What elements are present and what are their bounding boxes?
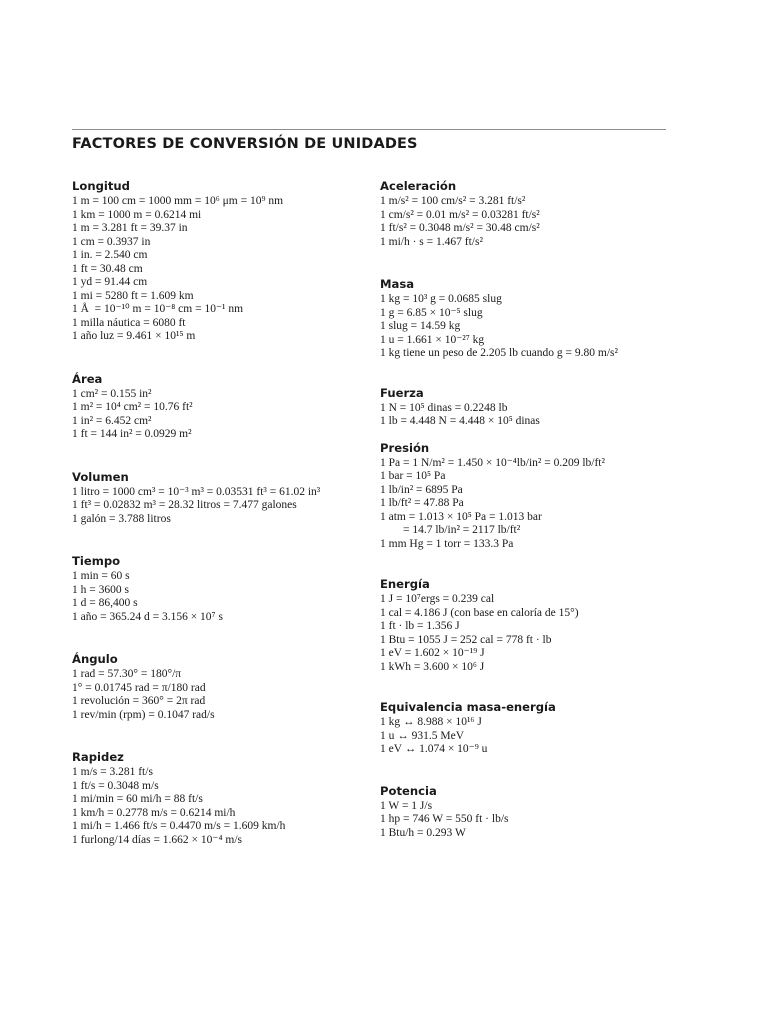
conversion-line: 1 J = 10⁷ergs = 0.239 cal: [380, 593, 495, 605]
section-title: Equivalencia masa-energía: [380, 700, 556, 714]
conversion-line: 1 atm = 1.013 × 10⁵ Pa = 1.013 bar: [380, 510, 542, 523]
conversion-line: 1 ft · lb = 1.356 J: [380, 620, 460, 632]
section-fuerza: [380, 385, 680, 429]
conversion-line: 1 revolución = 360° = 2π rad: [72, 695, 206, 707]
section-title: Aceleración: [380, 179, 457, 193]
conversion-line: 1 slug = 14.59 kg: [380, 320, 461, 332]
section-title: Potencia: [380, 783, 437, 798]
conversion-line: 1 rad = 57.30° = 180°/π: [72, 668, 182, 680]
conversion-line: 1 cm = 0.3937 in: [72, 235, 151, 248]
conversion-line: = 14.7 lb/in² = 2117 lb/ft²: [380, 524, 521, 536]
conversion-line: 1 kg ↔ 8.988 × 10¹⁶ J: [380, 716, 482, 728]
conversion-line: 1 litro = 1000 cm³ = 10⁻³ m³ = 0.03531 ft³ = 61.02 in³: [72, 485, 321, 498]
conversion-line: 1 W = 1 J/s: [380, 799, 433, 812]
conversion-line: 1 ft = 144 in² = 0.0929 m²: [72, 428, 192, 440]
conversion-line: 1 d = 86,400 s: [72, 597, 138, 609]
conversion-line: 1 mi/min = 60 mi/h = 88 ft/s: [72, 793, 203, 805]
section-volumen: [72, 469, 372, 527]
conversion-line: 1 ft = 30.48 cm: [72, 262, 143, 275]
conversion-line: 1 lb/ft² = 47.88 Pa: [380, 497, 464, 509]
conversion-line: 1 ft/s = 0.3048 m/s: [72, 779, 159, 792]
conversion-line: 1 h = 3600 s: [72, 583, 129, 596]
conversion-line: 1 m = 3.281 ft = 39.37 in: [72, 222, 188, 234]
section-title: Área: [72, 371, 103, 386]
conversion-line: 1° = 0.01745 rad = π/180 rad: [72, 681, 206, 694]
section-title: Rapidez: [72, 750, 124, 764]
section-title: Ángulo: [72, 652, 118, 666]
section-equivalencia-masa-energia: [380, 699, 680, 757]
conversion-line: 1 cm² = 0.155 in²: [72, 387, 152, 400]
conversion-line: 1 Pa = 1 N/m² = 1.450 × 10⁻⁴lb/in² = 0.209 lb/ft²: [380, 456, 605, 469]
conversion-line: 1 N = 10⁵ dinas = 0.2248 lb: [380, 401, 508, 414]
section-angulo: [72, 651, 372, 722]
conversion-line: 1 u = 1.661 × 10⁻²⁷ kg: [380, 333, 485, 346]
conversion-line: 1 bar = 10⁵ Pa: [380, 470, 446, 482]
left-column: [72, 178, 372, 847]
section-masa: [380, 276, 680, 361]
section-title: Tiempo: [72, 554, 121, 568]
conversion-line: 1 kg = 10³ g = 0.0685 slug: [380, 293, 502, 305]
conversion-line: 1 m² = 10⁴ cm² = 10.76 ft²: [72, 401, 193, 413]
section-title: Fuerza: [380, 385, 424, 400]
section-title: Longitud: [72, 179, 130, 193]
section-rapidez: [72, 749, 372, 847]
conversion-line: 1 furlong/14 días = 1.662 × 10⁻⁴ m/s: [72, 833, 242, 846]
section-title: Energía: [380, 577, 430, 591]
conversion-line: 1 galón = 3.788 litros: [72, 512, 171, 525]
section-aceleracion: [380, 178, 680, 249]
conversion-line: 1 eV = 1.602 × 10⁻¹⁹ J: [380, 647, 485, 659]
conversion-line: 1 ft/s² = 0.3048 m/s² = 30.48 cm/s²: [380, 222, 540, 234]
conversion-line: 1 lb = 4.448 N = 4.448 × 10⁵ dinas: [380, 415, 540, 427]
conversion-line: 1 g = 6.85 × 10⁻⁵ slug: [380, 306, 483, 319]
section-area: [72, 371, 372, 442]
conversion-line: 1 rev/min (rpm) = 0.1047 rad/s: [72, 708, 215, 721]
conversion-line: 1 km/h = 0.2778 m/s = 0.6214 mi/h: [72, 806, 236, 819]
section-potencia: [380, 783, 680, 841]
conversion-line: 1 yd = 91.44 cm: [72, 276, 148, 288]
conversion-line: 1 año = 365.24 d = 3.156 × 10⁷ s: [72, 610, 223, 623]
section-title: Presión: [380, 440, 430, 455]
conversion-line: 1 milla náutica = 6080 ft: [72, 316, 186, 329]
conversion-line: 1 mm Hg = 1 torr = 133.3 Pa: [380, 537, 514, 550]
conversion-line: 1 min = 60 s: [72, 570, 130, 582]
conversion-line: 1 Å = 10⁻¹⁰ m = 10⁻⁸ cm = 10⁻¹ nm: [72, 303, 244, 315]
conversion-line: 1 lb/in² = 6895 Pa: [380, 483, 463, 496]
page-title: FACTORES DE CONVERSIÓN DE UNIDADES: [72, 136, 418, 152]
conversion-line: 1 km = 1000 m = 0.6214 mi: [72, 208, 202, 221]
conversion-line: 1 mi/h = 1.466 ft/s = 0.4470 m/s = 1.609 km/h: [72, 820, 286, 832]
conversion-line: 1 in. = 2.540 cm: [72, 249, 148, 261]
section-longitud: [72, 178, 372, 344]
conversion-line: 1 m/s² = 100 cm/s² = 3.281 ft/s²: [380, 195, 526, 207]
conversion-line: 1 mi = 5280 ft = 1.609 km: [72, 289, 194, 302]
conversion-line: 1 u ↔ 931.5 MeV: [380, 729, 465, 742]
conversion-line: 1 kWh = 3.600 × 10⁶ J: [380, 660, 485, 673]
section-energia: [380, 576, 680, 674]
conversion-line: 1 kg tiene un peso de 2.205 lb cuando g = 9.80 m/s²: [380, 347, 618, 359]
conversion-line: 1 m = 100 cm = 1000 mm = 10⁶ μm = 10⁹ nm: [72, 195, 284, 207]
conversion-line: 1 año luz = 9.461 × 10¹⁵ m: [72, 330, 196, 342]
conversion-line: 1 hp = 746 W = 550 ft · lb/s: [380, 813, 509, 825]
conversion-line: 1 cal = 4.186 J (con base en caloría de 15°): [380, 606, 579, 619]
conversion-line: 1 eV ↔ 1.074 × 10⁻⁹ u: [380, 743, 488, 755]
conversion-line: 1 m/s = 3.281 ft/s: [72, 766, 153, 778]
section-tiempo: [72, 553, 372, 624]
conversion-line: 1 in² = 6.452 cm²: [72, 414, 152, 427]
section-title: Volumen: [72, 469, 129, 484]
section-title: Masa: [380, 277, 415, 291]
conversion-line: 1 Btu/h = 0.293 W: [380, 826, 466, 839]
right-column: [380, 178, 680, 840]
top-rule: [72, 129, 666, 130]
section-presion: [380, 440, 680, 552]
conversion-line: 1 Btu = 1055 J = 252 cal = 778 ft · lb: [380, 633, 552, 646]
conversion-line: 1 cm/s² = 0.01 m/s² = 0.03281 ft/s²: [380, 208, 540, 221]
conversion-line: 1 mi/h · s = 1.467 ft/s²: [380, 235, 483, 248]
conversion-line: 1 ft³ = 0.02832 m³ = 28.32 litros = 7.477 galones: [72, 499, 297, 511]
